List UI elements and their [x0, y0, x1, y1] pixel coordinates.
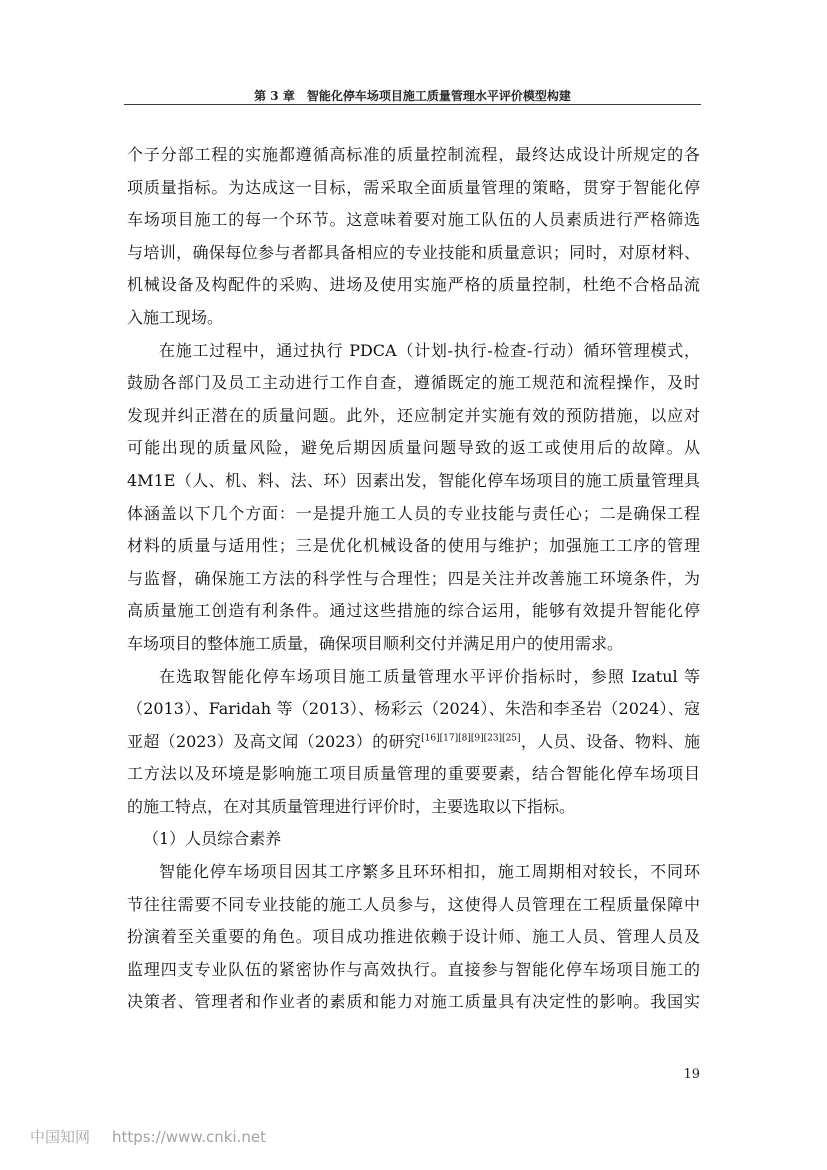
text-line: 高质量施工创造有利条件。通过这些措施的综合运用，能够有效提升智能化停: [127, 601, 700, 621]
text-line: 扮演着至关重要的角色。项目成功推进依赖于设计师、施工人员、管理人员及: [127, 927, 700, 947]
text-line: 工方法以及环境是影响施工项目质量管理的重要要素，结合智能化停车场项目: [127, 764, 700, 784]
text-line: 在选取智能化停车场项目施工质量管理水平评价指标时，参照 Izatul 等: [159, 666, 700, 686]
page-number: 19: [683, 1067, 700, 1082]
text-line: 的施工特点，在对其质量管理进行评价时，主要选取以下指标。: [127, 796, 576, 816]
source-footer: [30, 1126, 266, 1147]
footer-site-name: 中国知网: [30, 1128, 91, 1146]
text-line: 可能出现的质量风险，避免后期因质量问题导致的返工或使用后的故障。从: [127, 438, 700, 458]
text-line: 节往往需要不同专业技能的施工人员参与，这使得人员管理在工程质量保障中: [127, 894, 700, 914]
footer-url: https://www.cnki.net: [112, 1128, 266, 1146]
text-line: 智能化停车场项目因其工序繁多且环环相扣，施工周期相对较长，不同环: [159, 862, 700, 882]
text-segment: ，人员、设备、物料、施: [520, 731, 700, 751]
text-line: 车场项目施工的每一个环节。这意味着要对施工队伍的人员素质进行严格筛选: [127, 210, 700, 230]
paragraph-1: [127, 139, 700, 335]
text-line: 个子分部工程的实施都遵循高标准的质量控制流程，最终达成设计所规定的各: [127, 145, 700, 164]
text-line: 材料的质量与适用性；三是优化机械设备的使用与维护；加强施工工序的管理: [127, 536, 700, 556]
text-line: 入施工现场。: [127, 307, 224, 327]
text-line: 4M1E（人、机、料、法、环）因素出发，智能化停车场项目的施工质量管理具: [127, 470, 700, 490]
running-header: [124, 87, 701, 105]
paragraph-3: [127, 661, 700, 824]
text-line: 机械设备及构配件的采购、进场及使用实施严格的质量控制，杜绝不合格品流: [127, 275, 700, 295]
text-line: 决策者、管理者和作业者的素质和能力对施工质量具有决定性的影响。我国实: [127, 992, 700, 1012]
paragraph-2: [127, 335, 700, 661]
body-text: [127, 139, 700, 1019]
citation-superscript: [16][17][8][9][23][25]: [421, 733, 521, 744]
text-segment: 亚超（2023）及高文闻（2023）的研究: [127, 731, 422, 751]
text-line: 与培训，确保每位参与者都具备相应的专业技能和质量意识；同时，对原材料、: [127, 242, 700, 262]
paragraph-4: [127, 856, 700, 1019]
section-heading: （1）人员综合素养: [143, 829, 282, 849]
text-line: 发现并纠正潜在的质量问题。此外，还应制定并实施有效的预防措施，以应对: [127, 405, 700, 425]
text-line: 监理四支专业队伍的紧密协作与高效执行。直接参与智能化停车场项目施工的: [127, 959, 700, 979]
chapter-title: 智能化停车场项目施工质量管理水平评价模型构建: [306, 89, 571, 103]
text-line: 鼓励各部门及员工主动进行工作自查，遵循既定的施工规范和流程操作，及时: [127, 373, 700, 393]
text-line-with-citation: [127, 726, 700, 759]
text-line: 与监督，确保施工方法的科学性与合理性；四是关注并改善施工环境条件，为: [127, 568, 700, 588]
text-line: （2013）、Faridah 等（2013）、杨彩云（2024）、朱浩和李圣岩（2024）、寇: [127, 699, 700, 719]
text-line: 车场项目的整体施工质量，确保项目顺利交付并满足用户的使用需求。: [127, 633, 624, 653]
text-line: 在施工过程中，通过执行 PDCA（计划-执行-检查-行动）循环管理模式，: [159, 340, 700, 360]
chapter-label: 第 3 章: [254, 89, 295, 103]
text-line: 项质量指标。为达成这一目标，需采取全面质量管理的策略，贯穿于智能化停: [127, 177, 700, 197]
header-rule: [124, 104, 701, 105]
text-line: 体涵盖以下几个方面：一是提升施工人员的专业技能与责任心；二是确保工程: [127, 503, 700, 523]
